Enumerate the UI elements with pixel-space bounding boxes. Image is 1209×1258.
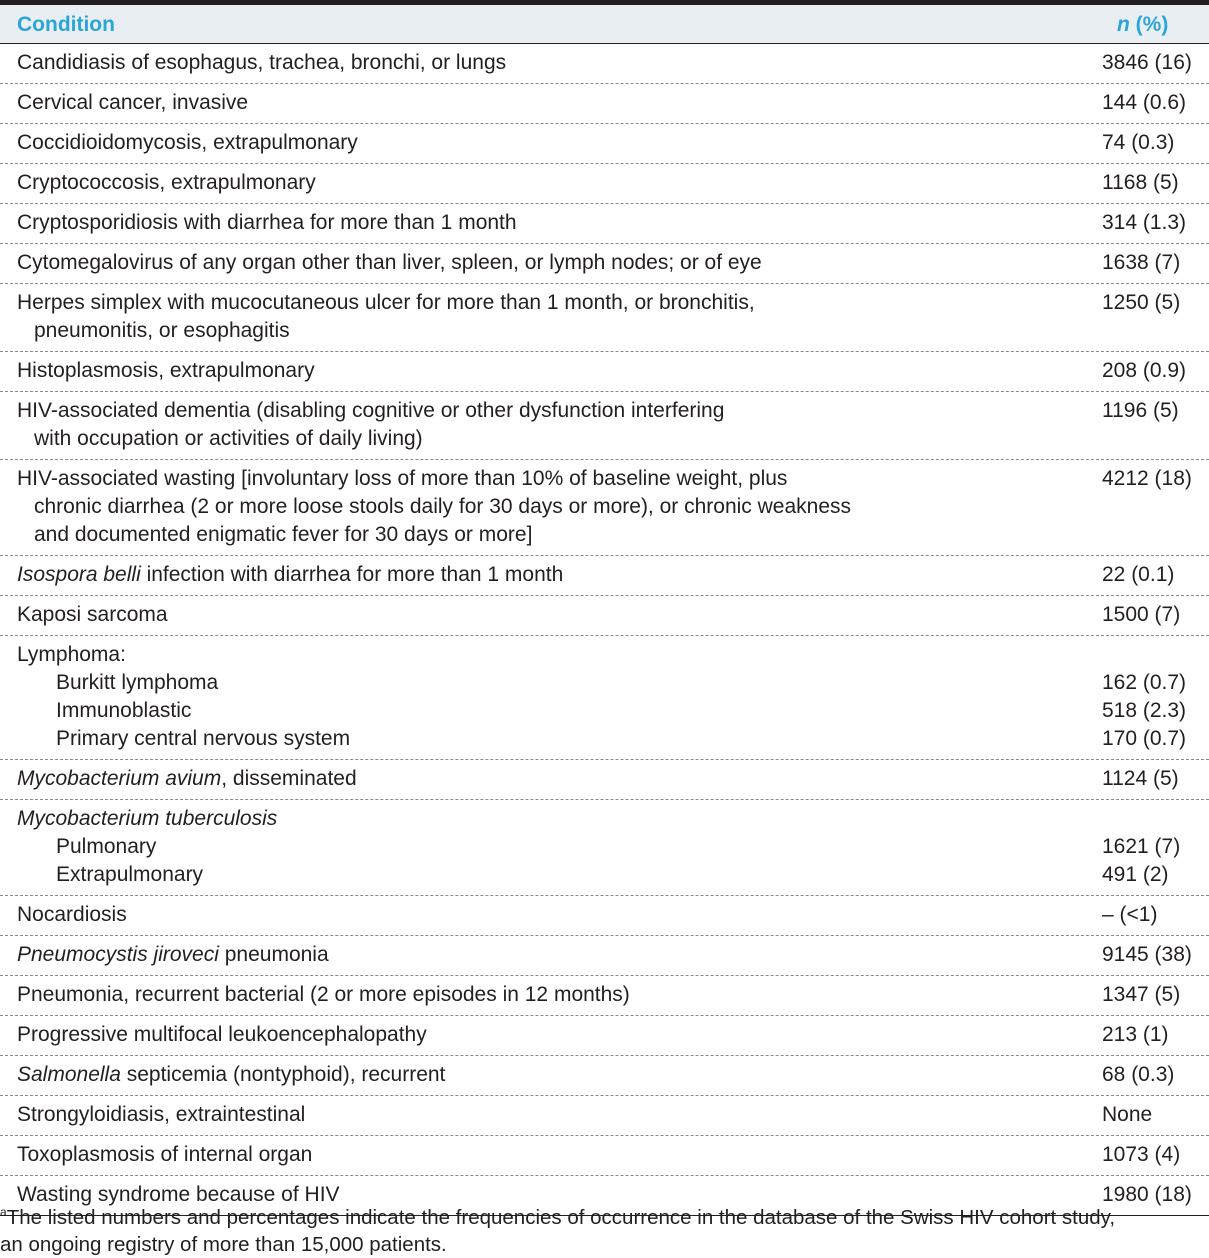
condition-cell: Isospora belli infection with diarrhea for more than 1 month — [17, 563, 564, 586]
table-footnote — [0, 1199, 1209, 1258]
count-cell: 68 (0.3) — [1102, 1063, 1175, 1086]
count-cell: 1196 (5) — [1102, 399, 1179, 422]
organism-name: Isospora belli — [17, 563, 141, 586]
condition-cell: Pneumonia, recurrent bacterial (2 or more episodes in 12 months) — [17, 983, 630, 1006]
table-row — [0, 44, 1209, 84]
condition-cell: Cervical cancer, invasive — [17, 91, 249, 114]
table-row — [0, 760, 1209, 800]
table-row — [0, 284, 1209, 352]
count-cell: 3846 (16) — [1102, 51, 1192, 74]
condition-cell-continued: with occupation or activities of daily living) — [34, 427, 423, 450]
condition-cell: Progressive multifocal leukoencephalopathy — [17, 1023, 427, 1046]
condition-cell: Cryptosporidiosis with diarrhea for more than 1 month — [17, 211, 517, 234]
organism-name: Mycobacterium tuberculosis — [17, 807, 278, 830]
organism-name: Mycobacterium avium — [17, 767, 222, 790]
condition-cell: Histoplasmosis, extrapulmonary — [17, 359, 315, 382]
condition-cell: Wasting syndrome because of HIV — [17, 1183, 340, 1206]
table-row — [0, 896, 1209, 936]
header-percent: (%) — [1129, 13, 1169, 36]
count-cell: 1073 (4) — [1102, 1143, 1181, 1166]
table-row — [0, 204, 1209, 244]
condition-cell: HIV-associated dementia (disabling cognitive or other dysfunction interfering — [17, 399, 725, 422]
count-cell: 162 (0.7) — [1102, 671, 1187, 694]
count-cell: 1980 (18) — [1102, 1183, 1192, 1206]
table-row — [0, 800, 1209, 896]
table-row — [0, 84, 1209, 124]
count-cell: 9145 (38) — [1102, 943, 1192, 966]
table-row — [0, 1016, 1209, 1056]
table-row — [0, 124, 1209, 164]
table-row — [0, 1056, 1209, 1096]
table-row — [0, 244, 1209, 284]
count-cell: 74 (0.3) — [1102, 131, 1175, 154]
condition-cell: Pneumocystis jiroveci pneumonia — [17, 943, 329, 966]
header-condition: Condition — [17, 13, 115, 36]
table-row — [0, 1096, 1209, 1136]
footnote-line-2: an ongoing registry of more than 15,000 patients. — [0, 1233, 447, 1256]
condition-cell: HIV-associated wasting [involuntary loss of more than 10% of baseline weight, plus — [17, 467, 788, 490]
subcondition-cell: Extrapulmonary — [56, 863, 204, 886]
condition-cell: Mycobacterium avium, disseminated — [17, 767, 357, 790]
table-row — [0, 460, 1209, 556]
condition-cell: Candidiasis of esophagus, trachea, bronchi, or lungs — [17, 51, 507, 74]
table-row — [0, 636, 1209, 760]
count-cell: 1347 (5) — [1102, 983, 1181, 1006]
condition-cell: Herpes simplex with mucocutaneous ulcer for more than 1 month, or bronchitis, — [17, 291, 755, 314]
condition-cell: Nocardiosis — [17, 903, 127, 926]
count-cell: 1621 (7) — [1102, 835, 1181, 858]
table-row — [0, 164, 1209, 204]
condition-cell: Salmonella septicemia (nontyphoid), recurrent — [17, 1063, 446, 1086]
footnote-marker: a — [0, 1205, 7, 1219]
count-cell: 208 (0.9) — [1102, 359, 1187, 382]
count-cell: 1168 (5) — [1102, 171, 1179, 194]
table-row — [0, 556, 1209, 596]
condition-cell: Coccidioidomycosis, extrapulmonary — [17, 131, 358, 154]
header-n-percent — [1117, 13, 1168, 37]
condition-cell-continued: pneumonitis, or esophagitis — [34, 319, 290, 342]
table-row — [0, 936, 1209, 976]
condition-cell-continued: and documented enigmatic fever for 30 days or more] — [34, 523, 533, 546]
footnote-line-1: $^a$The listed numbers and percentages indicate the frequencies of occurrence in the database of the Swiss HIV cohort study, — [0, 1205, 1116, 1229]
subcondition-cell: Immunoblastic — [56, 699, 192, 722]
condition-cell: Cytomegalovirus of any organ other than liver, spleen, or lymph nodes; or of eye — [17, 251, 762, 274]
subcondition-cell: Pulmonary — [56, 835, 157, 858]
count-cell: 1500 (7) — [1102, 603, 1181, 626]
count-cell: 213 (1) — [1102, 1023, 1169, 1046]
table-row — [0, 596, 1209, 636]
table-row — [0, 1136, 1209, 1176]
condition-cell: Cryptococcosis, extrapulmonary — [17, 171, 316, 194]
condition-cell: Strongyloidiasis, extraintestinal — [17, 1103, 306, 1126]
condition-cell: Toxoplasmosis of internal organ — [17, 1143, 313, 1166]
count-cell: 4212 (18) — [1102, 467, 1192, 490]
organism-name: Salmonella — [17, 1063, 121, 1086]
count-cell: 518 (2.3) — [1102, 699, 1187, 722]
count-cell: 170 (0.7) — [1102, 727, 1187, 750]
table-row — [0, 976, 1209, 1016]
count-cell: 314 (1.3) — [1102, 211, 1187, 234]
organism-name: Pneumocystis jiroveci — [17, 943, 219, 966]
count-cell: 1250 (5) — [1102, 291, 1181, 314]
count-cell: 491 (2) — [1102, 863, 1169, 886]
table-row — [0, 392, 1209, 460]
count-cell: – (<1) — [1102, 903, 1158, 926]
condition-cell: Kaposi sarcoma — [17, 603, 168, 626]
condition-cell-continued: chronic diarrhea (2 or more loose stools daily for 30 days or more), or chronic weakness — [34, 495, 852, 518]
table-row — [0, 352, 1209, 392]
count-cell: 22 (0.1) — [1102, 563, 1175, 586]
condition-cell — [17, 805, 277, 833]
count-cell: 144 (0.6) — [1102, 91, 1187, 114]
count-cell: 1124 (5) — [1102, 767, 1179, 790]
header-n: n — [1117, 13, 1130, 36]
condition-cell: Lymphoma: — [17, 643, 126, 666]
subcondition-cell: Primary central nervous system — [56, 727, 351, 750]
count-cell: None — [1102, 1103, 1153, 1126]
count-cell: 1638 (7) — [1102, 251, 1181, 274]
table-header — [0, 5, 1209, 44]
subcondition-cell: Burkitt lymphoma — [56, 671, 219, 694]
